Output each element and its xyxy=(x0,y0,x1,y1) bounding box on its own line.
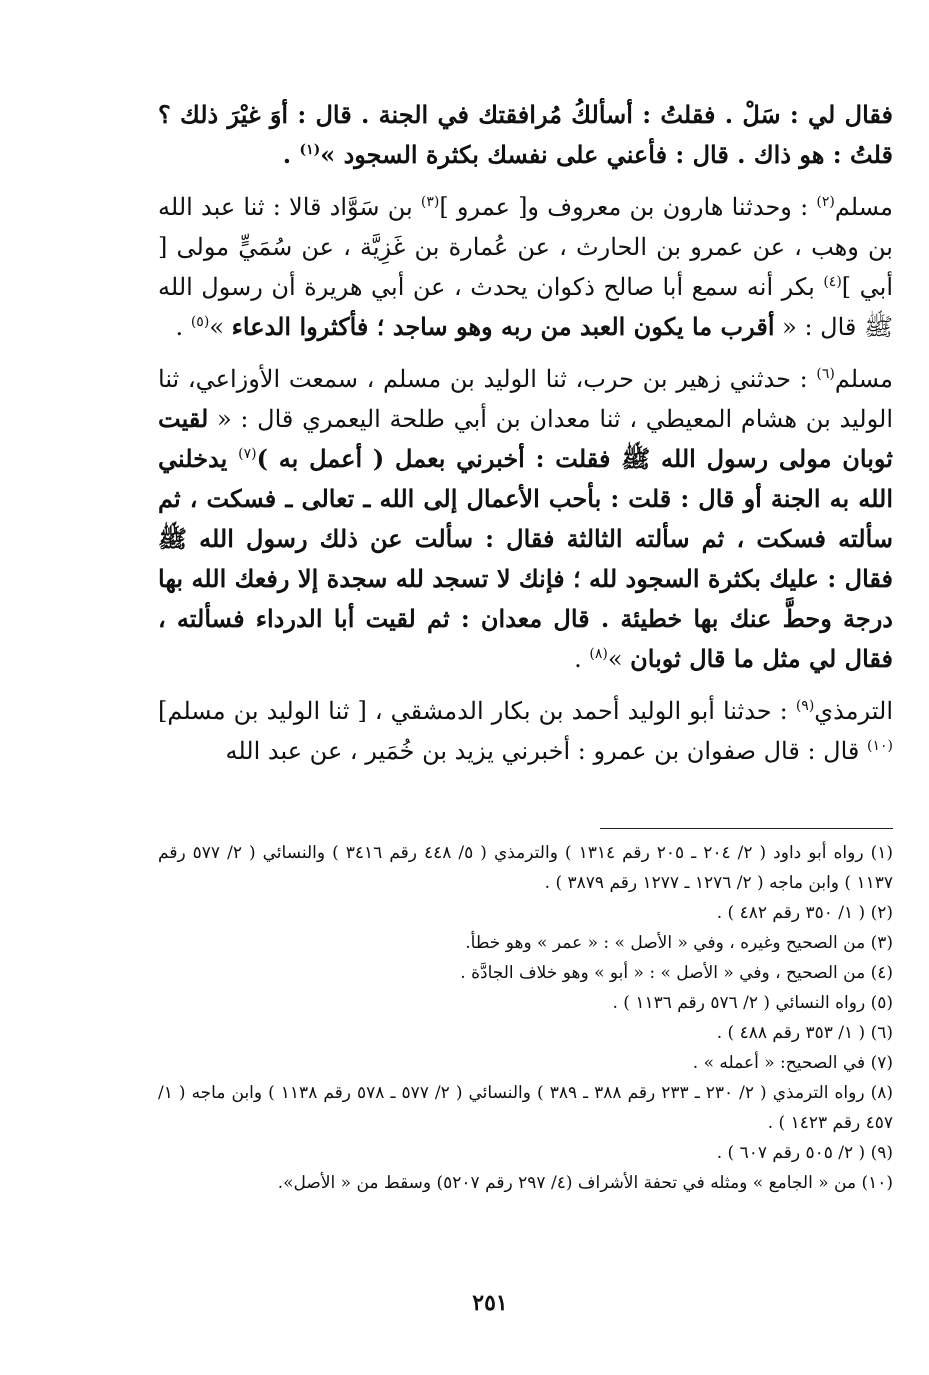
hadith-text: يدخلني الله به الجنة أو قال : قلت : بأحب الأعمال إلى الله ـ تعالى ـ فسكت ، ثم سألته فسكت ، ثم سألته الثالثة فقال : سألت عن ذلك رسول الله ﷺ فقال : عليك بكثرة السجود لله ؛ فإنك لا تسجد لله سجدة إلا رفعك الله بها درجة وحطَّ عنك بها خطيئة . قال معدان : ثم لقيت أبا الدرداء فسألته ، فقال لي مثل ما قال ثوبان xyxy=(158,444,893,673)
isnad-text: : وحدثنا هارون بن معروف و[ عمرو ] xyxy=(439,193,817,221)
footnote-9: (٩) ( ٢/ ٥٠٥ رقم ٦٠٧ ) . xyxy=(716,1143,893,1163)
footnote-5: (٥) رواه النسائي ( ٢/ ٥٧٦ رقم ١١٣٦ ) . xyxy=(612,993,893,1013)
footnote-7: (٧) في الصحيح: « أعمله » . xyxy=(692,1053,893,1073)
hadith-text: أقرب ما يكون العبد من ربه وهو ساجد ؛ فأكثروا الدعاء xyxy=(231,312,775,341)
hadith-text: لقيت ثوبان مولى رسول الله ﷺ فقلت : أخبرني بعمل ( أعمل به ) xyxy=(158,404,893,473)
source-name: مسلم xyxy=(834,365,893,393)
source-name: الترمذي xyxy=(814,697,893,725)
isnad-text: : حدثنا أبو الوليد أحمد بن بكار الدمشقي ، [ ثنا الوليد بن مسلم] xyxy=(158,697,796,725)
paragraph-2 xyxy=(158,187,893,347)
footnote-ref: (٥) xyxy=(190,314,210,330)
p1-end: . xyxy=(282,140,300,169)
footnote-ref: (٣) xyxy=(420,194,440,210)
source-name: مسلم xyxy=(834,193,893,221)
quote-close: » xyxy=(209,313,232,341)
footnote-1: (١) رواه أبو داود ( ٢/ ٢٠٤ ـ ٢٠٥ رقم ١٣١٤ ) والترمذي ( ٥/ ٤٤٨ رقم ٣٤١٦ ) والنسائي ( ٢/ ٥٧٧ رقم ١١٣٧ ) وابن ماجه ( ٢/ ١٢٧٦ ـ ١٢٧٧ رقم ٣٨٧٩ ) . xyxy=(158,843,893,893)
footnote-8: (٨) رواه الترمذي ( ٢/ ٢٣٠ ـ ٢٣٣ رقم ٣٨٨ ـ ٣٨٩ ) والنسائي ( ٢/ ٥٧٧ ـ ٥٧٨ رقم ١١٣٨ ) وابن ماجه ( ١/ ٤٥٧ رقم ١٤٢٣ ) . xyxy=(158,1083,893,1133)
footnote-ref: (٧) xyxy=(238,446,257,462)
footnote-ref: (٩) xyxy=(795,698,815,714)
footnote-4: (٤) من الصحيح ، وفي « الأصل » : « أبو » وهو خلاف الجادَّة . xyxy=(460,963,893,983)
isnad-text: بكر أنه سمع أبا صالح ذكوان يحدث ، عن أبي هريرة أن رسول الله ﷺ قال : « xyxy=(158,273,893,341)
page-number: ٢٥١ xyxy=(472,1290,508,1316)
p3-end: . xyxy=(574,645,590,673)
p2-end: . xyxy=(175,313,191,341)
quote-close: » xyxy=(607,645,631,673)
footnote-2: (٢) ( ١/ ٣٥٠ رقم ٤٨٢ ) . xyxy=(716,903,893,923)
footnote-ref: (٦) xyxy=(816,366,835,382)
main-text xyxy=(158,95,893,783)
footnote-ref: (٢) xyxy=(816,194,835,210)
footnote-6: (٦) ( ١/ ٣٥٣ رقم ٤٨٨ ) . xyxy=(716,1023,893,1043)
paragraph-3 xyxy=(158,359,893,679)
footnote-ref: (٨) xyxy=(589,646,608,662)
p1-text: فقال لي : سَلْ . فقلتُ : أسألكُ مُرافقتك في الجنة . قال : أوَ غيْرَ ذلك ؟ قلتُ : هو ذاك . قال : فأعني على نفسك بكثرة السجود » xyxy=(158,100,893,169)
footnote-separator xyxy=(600,828,893,829)
footnote-ref: (٤) xyxy=(823,274,842,290)
footnote-ref: (١) xyxy=(299,142,321,158)
paragraph-4 xyxy=(158,691,893,771)
footnote-ref: (١٠) xyxy=(867,738,893,754)
footnotes xyxy=(158,838,893,1198)
footnote-10: (١٠) من « الجامع » ومثله في تحفة الأشراف (٤/ ٢٩٧ رقم ٥٢٠٧) وسقط من « الأصل». xyxy=(277,1173,893,1193)
footnote-3: (٣) من الصحيح وغيره ، وفي « الأصل » : « عمر » وهو خطأ. xyxy=(465,933,893,953)
isnad-text: : حدثني زهير بن حرب، ثنا الوليد بن مسلم ، سمعت الأوزاعي، ثنا الوليد بن هشام المعيطي ، ثنا معدان بن أبي طلحة اليعمري قال : « xyxy=(158,365,893,433)
isnad-text: قال : قال صفوان بن عمرو : أخبرني يزيد بن خُمَير ، عن عبد الله xyxy=(225,737,868,765)
isnad-text: بن سَوَّاد قالا : ثنا عبد الله بن وهب ، عن عمرو بن الحارث ، عن عُمارة بن غَزِيَّة ، عن سُمَيٍّ مولى [ أبي ] xyxy=(158,193,894,301)
paragraph-1 xyxy=(158,95,893,175)
